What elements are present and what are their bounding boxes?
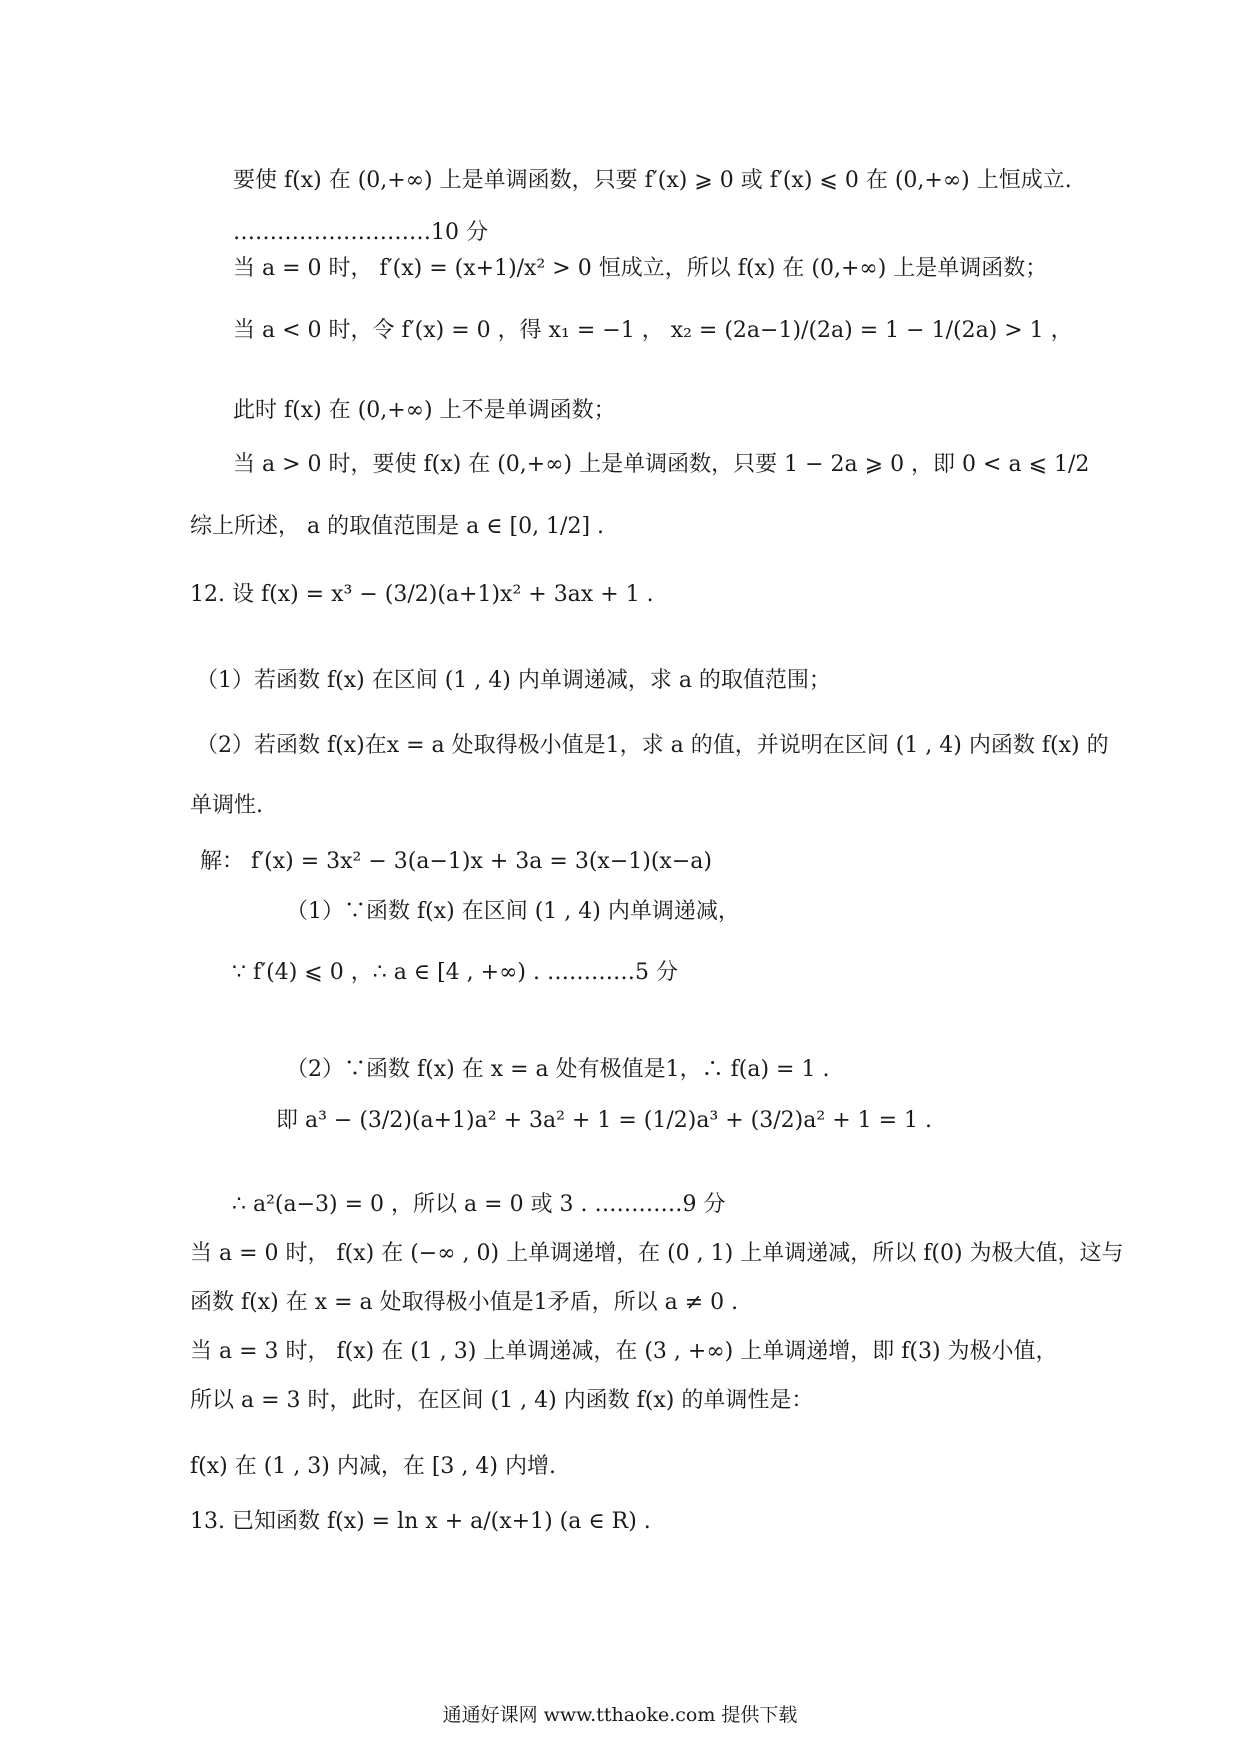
problem-13-title: 13. 已知函数 f(x) = ln x + a/(x+1) (a ∈ R) . [190,1509,651,1534]
problem-12-part-1: （1）若函数 f(x) 在区间 (1 , 4) 内单调递减，求 a 的取值范围； [196,668,831,693]
text-line: ∴ a²(a−3) = 0 ，所以 a = 0 或 3 . …………9 分 [232,1192,726,1217]
text-line: 即 a³ − (3/2)(a+1)a² + 3a² + 1 = (1/2)a³ + (3/2)a² + 1 = 1 . [276,1108,933,1133]
text-line: f(x) 在 (1 , 3) 内减，在 [3 , 4) 内增. [190,1454,556,1479]
text-line: 当 a = 0 时， f(x) 在 (−∞ , 0) 上单调递增，在 (0 , 1) 上单调递减，所以 f(0) 为极大值，这与 [190,1241,1124,1266]
text-line: 当 a > 0 时，要使 f(x) 在 (0,+∞) 上是单调函数，只要 1 − 2a ⩾ 0 ，即 0 < a ⩽ 1/2 [233,452,1090,477]
solution-header: 解： f′(x) = 3x² − 3(a−1)x + 3a = 3(x−1)(x−a) [200,849,712,874]
text-line: 单调性. [190,793,263,818]
text-line: 此时 f(x) 在 (0,+∞) 上不是单调函数； [233,398,616,423]
text-line: 所以 a = 3 时，此时，在区间 (1 , 4) 内函数 f(x) 的单调性是： [190,1388,814,1413]
text-line: 当 a = 3 时， f(x) 在 (1 , 3) 上单调递减，在 (3 , +∞) 上单调递增，即 f(3) 为极小值， [190,1339,1058,1364]
text-line: ………………………10 分 [233,220,488,245]
text-line: 当 a = 0 时， f′(x) = (x+1)/x² > 0 恒成立，所以 f(x) 在 (0,+∞) 上是单调函数； [233,256,1048,281]
text-line: 要使 f(x) 在 (0,+∞) 上是单调函数，只要 f′(x) ⩾ 0 或 f′(x) ⩽ 0 在 (0,+∞) 上恒成立. [233,168,1072,193]
text-line: 当 a < 0 时，令 f′(x) = 0 ，得 x₁ = −1 ， x₂ = (2a−1)/(2a) = 1 − 1/(2a) > 1 ， [233,318,1073,343]
page-footer: 通通好课网 www.tthaoke.com 提供下载 [442,1704,798,1726]
text-line: 函数 f(x) 在 x = a 处取得极小值是1矛盾，所以 a ≠ 0 . [190,1290,739,1315]
problem-12-part-2: （2）若函数 f(x)在x = a 处取得极小值是1，求 a 的值，并说明在区间 (1 , 4) 内函数 f(x) 的 [196,733,1109,758]
problem-12-title: 12. 设 f(x) = x³ − (3/2)(a+1)x² + 3ax + 1 . [190,582,654,607]
text-line: （1）∵函数 f(x) 在区间 (1 , 4) 内单调递减， [286,899,740,924]
text-line: （2）∵函数 f(x) 在 x = a 处有极值是1，∴ f(a) = 1 . [286,1057,830,1082]
text-line: 综上所述， a 的取值范围是 a ∈ [0, 1/2] . [190,514,605,539]
text-line: ∵ f′(4) ⩽ 0 ，∴ a ∈ [4 , +∞) . …………5 分 [232,960,678,985]
